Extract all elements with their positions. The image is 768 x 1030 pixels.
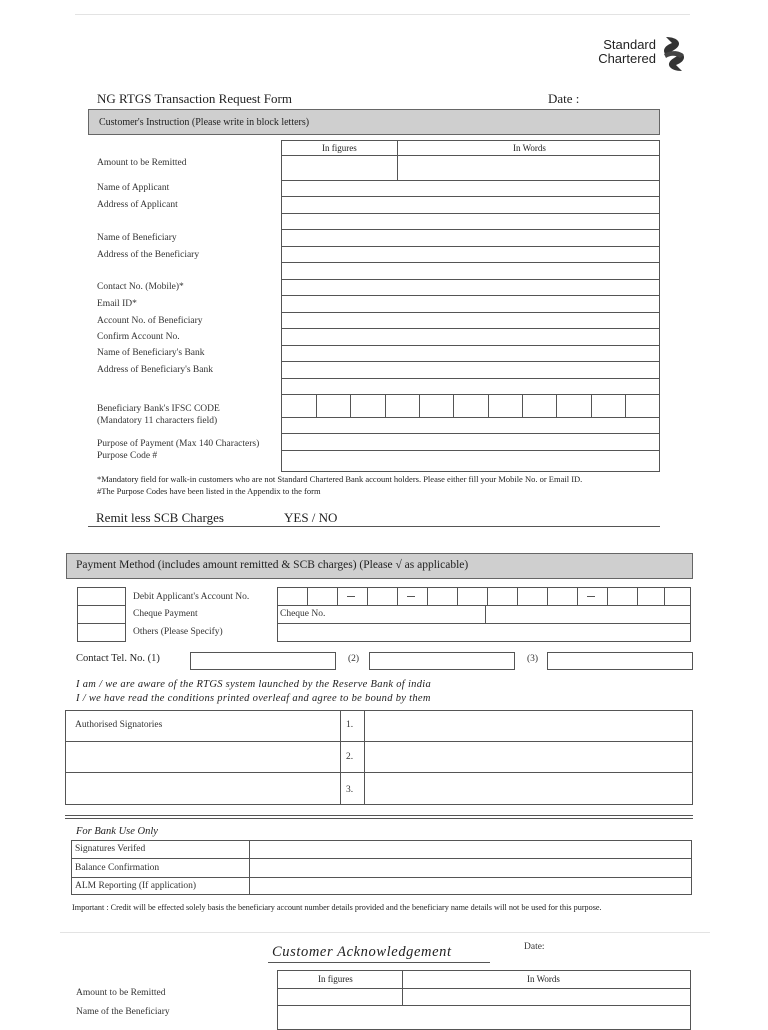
- grid-line: [71, 877, 692, 878]
- signature-field-1[interactable]: [365, 711, 692, 741]
- remit-options[interactable]: YES / NO: [284, 510, 338, 525]
- ifsc-cell-divider: [625, 394, 626, 417]
- grid-line: [281, 213, 660, 214]
- grid-line: [281, 378, 660, 379]
- amount-words-input[interactable]: [398, 156, 659, 180]
- ack-col-figures: In figures: [318, 974, 353, 984]
- grid-line: [281, 450, 660, 451]
- grid-line: [457, 587, 458, 606]
- ifsc-cell-divider: [419, 394, 420, 417]
- brand-name: [560, 38, 656, 66]
- grid-line: [577, 587, 578, 606]
- label-purpose: Purpose of Payment (Max 140 Characters): [97, 439, 260, 449]
- form-grid: [281, 140, 660, 472]
- ack-label-amount: Amount to be Remitted: [76, 988, 166, 998]
- grid-line: [281, 262, 660, 263]
- brand-line-1: Standard: [603, 37, 656, 52]
- cheque-checkbox[interactable]: [78, 606, 125, 622]
- grid-line: [337, 587, 338, 606]
- top-divider: [75, 14, 690, 15]
- grid-line: [367, 587, 368, 606]
- grid-line: [281, 328, 660, 329]
- label-name-applicant: Name of Applicant: [97, 183, 170, 193]
- declaration-line-1: I am / we are aware of the RTGS system launched by the Reserve Bank of india: [76, 679, 432, 690]
- ack-col-words: In Words: [527, 974, 560, 984]
- grid-line: [547, 587, 548, 606]
- ack-label-beneficiary: Name of the Beneficiary: [76, 1007, 170, 1017]
- grid-line: [281, 180, 660, 181]
- bank-use-title: For Bank Use Only: [76, 826, 158, 837]
- grid-line: [402, 970, 403, 1005]
- grid-line: [607, 587, 608, 606]
- label-account-beneficiary: Account No. of Beneficiary: [97, 316, 203, 326]
- brand-line-2: Chartered: [598, 51, 656, 66]
- date-label: Date :: [548, 91, 580, 106]
- label-email: Email ID*: [97, 299, 137, 309]
- grid-line: [427, 587, 428, 606]
- amount-figures-input[interactable]: [282, 156, 397, 180]
- label-address-applicant: Address of Applicant: [97, 200, 178, 210]
- section-divider: [65, 815, 693, 816]
- grid-line: [281, 312, 660, 313]
- section-divider: [65, 818, 693, 819]
- grid-line: [517, 587, 518, 606]
- grid-line: [281, 345, 660, 346]
- others-checkbox[interactable]: [78, 624, 125, 641]
- cheque-number-box[interactable]: [277, 605, 691, 624]
- ifsc-cell-divider: [488, 394, 489, 417]
- debit-checkbox[interactable]: [78, 588, 125, 604]
- grid-line: [307, 587, 308, 606]
- acknowledgement-divider: [60, 932, 710, 933]
- ifsc-cell-divider: [385, 394, 386, 417]
- separator-dash: [407, 596, 415, 597]
- grid-line: [637, 587, 638, 606]
- acknowledgement-title-underline: [268, 962, 490, 963]
- contact-tel-1-input[interactable]: [190, 652, 336, 670]
- col-words-header: In Words: [513, 143, 546, 153]
- label-ifsc: Beneficiary Bank's IFSC CODE: [97, 404, 220, 414]
- ifsc-cell-divider: [453, 394, 454, 417]
- acknowledgement-title: Customer Acknowledgement: [272, 944, 452, 960]
- label-cheque: Cheque Payment: [133, 609, 198, 619]
- grid-line: [397, 587, 398, 606]
- label-purpose-code: Purpose Code #: [97, 451, 158, 461]
- others-specify-box[interactable]: [277, 623, 691, 642]
- label-authorised-signatories: Authorised Signatories: [75, 720, 163, 730]
- standard-chartered-logo-icon: [660, 34, 688, 74]
- ifsc-cell-divider: [591, 394, 592, 417]
- grid-line: [487, 587, 488, 606]
- label-contact-mobile: Contact No. (Mobile)*: [97, 282, 184, 292]
- signature-number-3: 3.: [346, 785, 354, 795]
- ifsc-cell-divider: [350, 394, 351, 417]
- ifsc-cell-divider: [522, 394, 523, 417]
- grid-line: [281, 196, 660, 197]
- label-bank-name: Name of Beneficiary's Bank: [97, 348, 205, 358]
- instruction-text: Customer's Instruction (Please write in block letters): [99, 117, 310, 128]
- grid-line: [664, 587, 665, 606]
- label-contact-tel: Contact Tel. No. (1): [76, 653, 160, 664]
- grid-line: [281, 279, 660, 280]
- label-contact-3: (3): [527, 654, 539, 664]
- label-ifsc-note: (Mandatory 11 characters field): [97, 416, 218, 426]
- grid-line: [277, 988, 691, 989]
- grid-line: [281, 295, 660, 296]
- grid-line: [281, 361, 660, 362]
- grid-line: [281, 246, 660, 247]
- signature-number-1: 1.: [346, 720, 354, 730]
- grid-line: [277, 1005, 691, 1006]
- contact-tel-3-input[interactable]: [547, 652, 693, 670]
- grid-line: [71, 858, 692, 859]
- bank-use-row-3: ALM Reporting (If application): [75, 881, 197, 891]
- ifsc-cell-divider: [316, 394, 317, 417]
- ack-date-label: Date:: [524, 942, 545, 952]
- label-confirm-account: Confirm Account No.: [97, 332, 180, 342]
- remit-label: Remit less SCB Charges: [96, 510, 224, 525]
- label-name-beneficiary: Name of Beneficiary: [97, 233, 177, 243]
- declaration-line-2: I / we have read the conditions printed overleaf and agree to be bound by them: [76, 693, 431, 704]
- purpose-code-note: #The Purpose Codes have been listed in the Appendix to the form: [97, 486, 321, 496]
- grid-line: [485, 605, 486, 624]
- separator-dash: [347, 596, 355, 597]
- signature-field-2[interactable]: [365, 742, 692, 772]
- signature-number-2: 2.: [346, 752, 354, 762]
- label-others: Others (Please Specify): [133, 627, 223, 637]
- grid-line: [281, 417, 660, 418]
- bank-use-row-2: Balance Confirmation: [75, 863, 160, 873]
- grid-line: [281, 229, 660, 230]
- important-note: Important : Credit will be effected solely basis the beneficiary account number details provided and the beneficiary name details will not be used for this purpose.: [72, 903, 602, 912]
- remit-underline: [88, 526, 660, 527]
- bank-use-row-1: Signatures Verifed: [75, 844, 146, 854]
- label-cheque-no: Cheque No.: [280, 609, 326, 619]
- grid-line: [340, 710, 341, 805]
- grid-line: [281, 394, 660, 395]
- ifsc-cell-divider: [556, 394, 557, 417]
- separator-dash: [587, 596, 595, 597]
- label-bank-address: Address of Beneficiary's Bank: [97, 365, 213, 375]
- contact-tel-2-input[interactable]: [369, 652, 515, 670]
- label-contact-2: (2): [348, 654, 360, 664]
- label-debit: Debit Applicant's Account No.: [133, 592, 250, 602]
- grid-line: [281, 433, 660, 434]
- label-address-beneficiary: Address of the Beneficiary: [97, 250, 200, 260]
- label-amount: Amount to be Remitted: [97, 158, 187, 168]
- debit-account-boxes[interactable]: [277, 587, 691, 606]
- grid-line: [249, 840, 250, 895]
- signature-field-3[interactable]: [365, 773, 692, 804]
- mandatory-note: *Mandatory field for walk-in customers who are not Standard Chartered Bank account holders. Please either fill your Mobile No. or Email ID.: [97, 474, 583, 484]
- form-title: NG RTGS Transaction Request Form: [97, 91, 292, 106]
- payment-method-text: Payment Method (includes amount remitted & SCB charges) (Please √ as applicable): [76, 559, 469, 571]
- col-figures-header: In figures: [322, 143, 357, 153]
